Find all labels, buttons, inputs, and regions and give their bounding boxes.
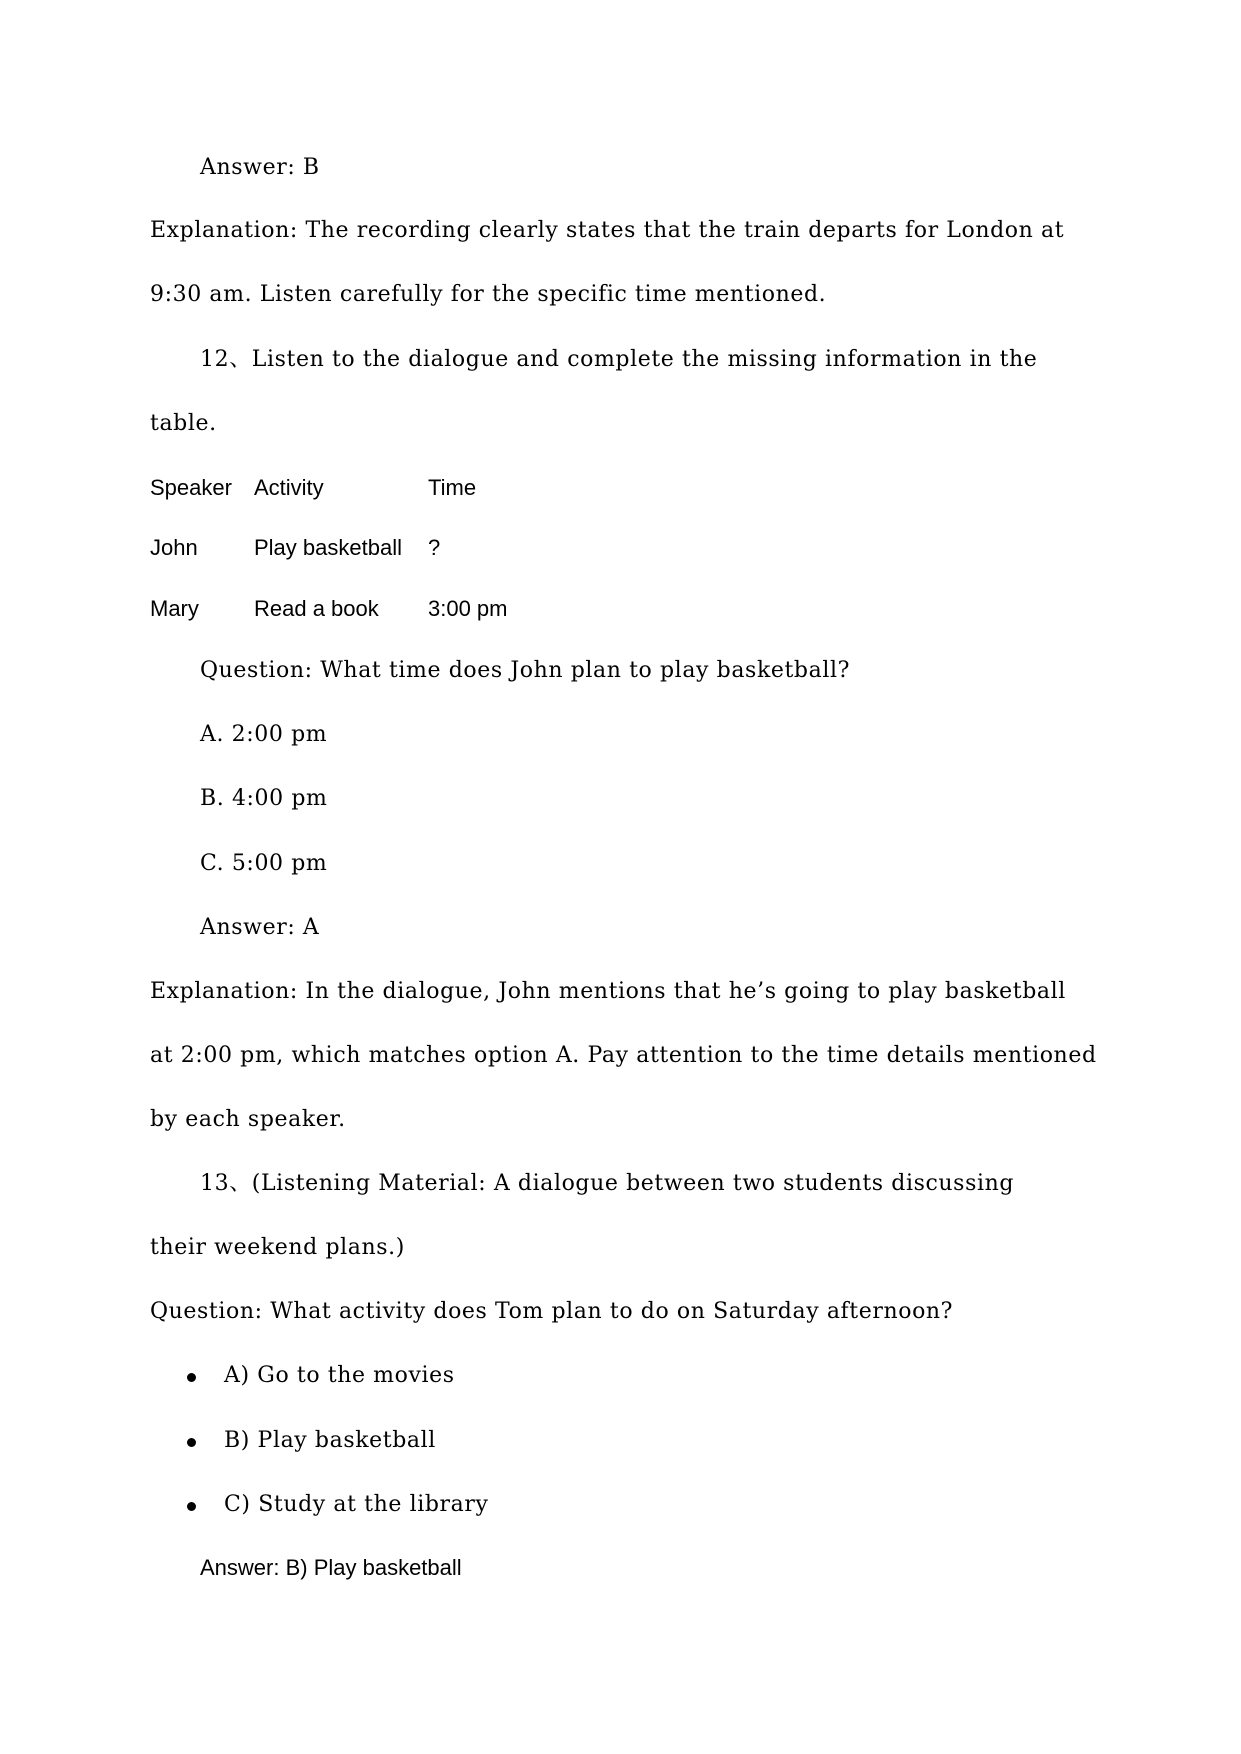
option-text: C) Study at the library: [224, 1492, 489, 1517]
bullet-icon: [187, 1438, 196, 1447]
table-cell-time: ?: [428, 535, 441, 560]
option-text: B) Play basketball: [224, 1428, 436, 1453]
explanation-11-line-1: Explanation: The recording clearly states that the train departs for London at: [150, 218, 1065, 243]
table-header-time: Time: [428, 475, 477, 500]
explanation-11-line-2: 9:30 am. Listen carefully for the specific time mentioned.: [150, 282, 827, 307]
bullet-icon: [187, 1373, 196, 1382]
bullet-icon: [187, 1502, 196, 1511]
question-12-option-a: A. 2:00 pm: [200, 722, 328, 747]
table-cell-time: 3:00 pm: [428, 596, 508, 621]
option-text: A) Go to the movies: [224, 1363, 455, 1388]
explanation-12-line-1: Explanation: In the dialogue, John mentions that he’s going to play basketball: [150, 979, 1066, 1004]
question-13-line-1: 13、(Listening Material: A dialogue between two students discussing: [200, 1171, 1015, 1196]
question-13-prompt: Question: What activity does Tom plan to do on Saturday afternoon?: [150, 1299, 954, 1324]
question-13-line-2: their weekend plans.): [150, 1235, 405, 1260]
table-cell-activity: Read a book: [254, 596, 379, 621]
table-cell-activity: Play basketball: [254, 535, 402, 560]
question-12-line-2: table.: [150, 411, 217, 436]
question-12-line-1: 12、Listen to the dialogue and complete the missing information in the: [200, 347, 1038, 372]
explanation-12-line-3: by each speaker.: [150, 1107, 346, 1132]
table-header-activity: Activity: [254, 475, 324, 500]
answer-11: Answer: B: [200, 155, 320, 180]
explanation-12-line-2: at 2:00 pm, which matches option A. Pay attention to the time details mentioned: [150, 1043, 1097, 1068]
answer-13: Answer: B) Play basketball: [200, 1555, 462, 1580]
table-cell-speaker: John: [150, 535, 198, 560]
question-12-option-c: C. 5:00 pm: [200, 851, 328, 876]
table-header-speaker: Speaker: [150, 475, 232, 500]
answer-12: Answer: A: [200, 915, 320, 940]
table-cell-speaker: Mary: [150, 596, 199, 621]
question-12-prompt: Question: What time does John plan to play basketball?: [200, 658, 851, 683]
question-12-option-b: B. 4:00 pm: [200, 786, 328, 811]
